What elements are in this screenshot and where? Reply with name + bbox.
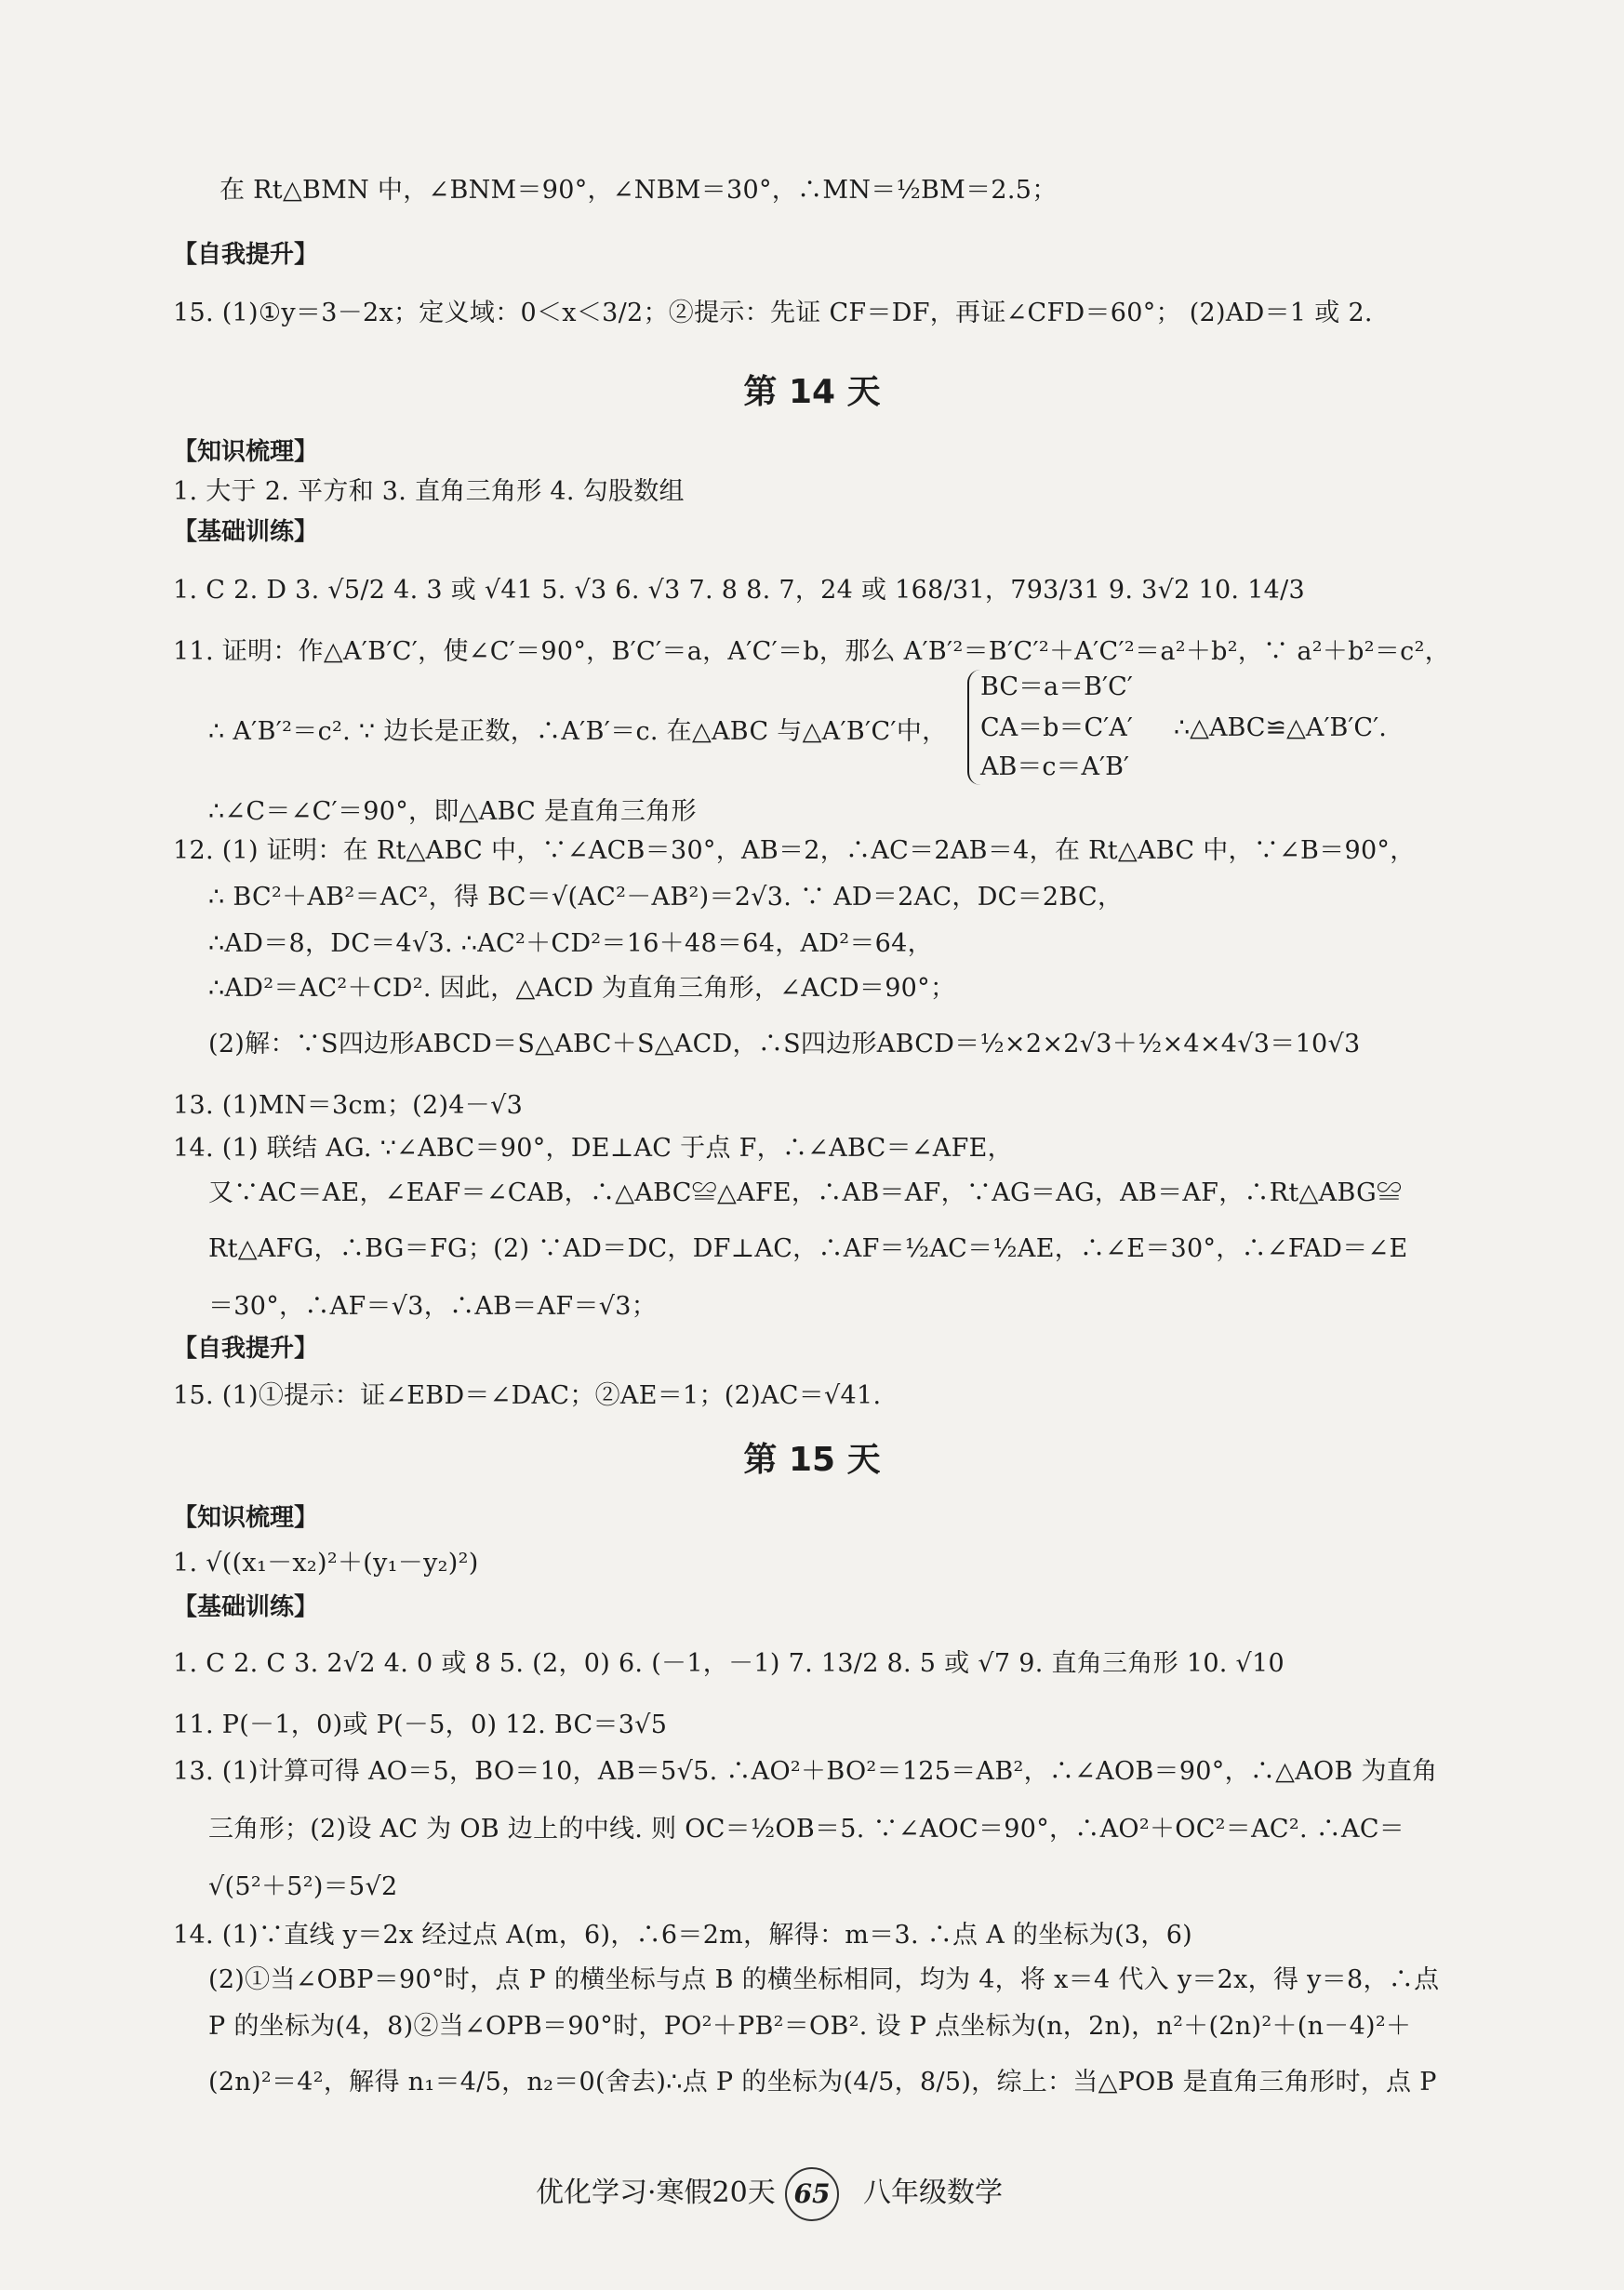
text-line: 12. (1) 证明：在 Rt△ABC 中，∵∠ACB＝30°，AB＝2，∴AC＝2AB＝4，在 Rt△ABC 中，∵∠B＝90°， — [173, 836, 1416, 865]
text-line: 14. (1) 联结 AG. ∵∠ABC＝90°，DE⊥AC 于点 F，∴∠ABC＝∠AFE， — [173, 1134, 1013, 1163]
text-line: Rt△AFG，∴BG＝FG；(2) ∵AD＝DC，DF⊥AC，∴AF＝½AC＝½AE，∴∠E＝30°，∴∠FAD＝∠E — [208, 1234, 1408, 1263]
text-line: 在 Rt△BMN 中，∠BNM＝90°，∠NBM＝30°，∴MN＝½BM＝2.5； — [220, 176, 1058, 205]
text-line: 1. √((x₁－x₂)²＋(y₁－y₂)²) — [173, 1549, 479, 1578]
text-line: 1. C 2. C 3. 2√2 4. 0 或 8 5. (2，0) 6. (－1，－1) 7. 13/2 8. 5 或 √7 9. 直角三角形 10. √10 — [173, 1649, 1285, 1678]
text-line: 11. P(－1，0)或 P(－5，0) 12. BC＝3√5 — [173, 1711, 668, 1739]
footer-grade: 八年级数学 — [863, 2177, 1003, 2209]
text-line: ∴△ABC≌△A′B′C′. — [1174, 713, 1387, 742]
text-line: ∴∠C＝∠C′＝90°，即△ABC 是直角三角形 — [208, 797, 697, 826]
text-line: ∴AD＝8，DC＝4√3. ∴AC²＋CD²＝16＋48＝64，AD²＝64， — [208, 929, 933, 958]
text-line: ∴ A′B′²＝c². ∵ 边长是正数，∴A′B′＝c. 在△ABC 与△A′B′C′中， — [208, 717, 948, 746]
text-line: 14. (1)∵直线 y＝2x 经过点 A(m，6)，∴6＝2m，解得：m＝3. ∴点 A 的坐标为(3，6) — [173, 1921, 1193, 1950]
section-label: 【基础训练】 — [173, 1593, 319, 1621]
section-label: 【自我提升】 — [173, 1335, 319, 1363]
section-label: 【知识梳理】 — [173, 438, 319, 466]
text-line: 13. (1)MN＝3cm；(2)4－√3 — [173, 1091, 524, 1120]
text-line: √(5²＋5²)＝5√2 — [208, 1872, 398, 1901]
text-line: 三角形；(2)设 AC 为 OB 边上的中线. 则 OC＝½OB＝5. ∵∠AOC＝90°，∴AO²＋OC²＝AC². ∴AC＝ — [208, 1815, 1405, 1844]
text-line: (2)①当∠OBP＝90°时，点 P 的横坐标与点 B 的横坐标相同，均为 4，将 x＝4 代入 y＝2x，得 y＝8，∴点 — [208, 1965, 1440, 1994]
brace-row: BC＝a＝B′C′ — [980, 672, 1133, 701]
brace-row: CA＝b＝C′A′ — [980, 713, 1133, 742]
text-line: P 的坐标为(4，8)②当∠OPB＝90°时，PO²＋PB²＝OB². 设 P 点坐标为(n，2n)，n²＋(2n)²＋(n－4)²＋ — [208, 2012, 1412, 2041]
text-line: 1. C 2. D 3. √5/2 4. 3 或 √41 5. √3 6. √3 7. 8 8. 7，24 或 168/31，793/31 9. 3√2 10. 14/3 — [173, 576, 1306, 605]
text-line: 又∵AC＝AE，∠EAF＝∠CAB，∴△ABC≌△AFE，∴AB＝AF，∵AG＝AG，AB＝AF，∴Rt△ABG≌ — [208, 1178, 1403, 1207]
day-title: 第 14 天 — [743, 373, 881, 411]
section-label: 【基础训练】 — [173, 518, 319, 546]
brace — [967, 670, 980, 785]
text-line: 11. 证明：作△A′B′C′，使∠C′＝90°，B′C′＝a，A′C′＝b，那么 A′B′²＝B′C′²＋A′C′²＝a²＋b²，∵ a²＋b²＝c²， — [173, 637, 1451, 666]
text-line: 15. (1)①y＝3－2x；定义域：0＜x＜3/2；②提示：先证 CF＝DF，再证∠CFD＝60°； (2)AD＝1 或 2. — [173, 299, 1373, 327]
section-label: 【自我提升】 — [173, 241, 319, 269]
text-line: 13. (1)计算可得 AO＝5，BO＝10，AB＝5√5. ∴AO²＋BO²＝125＝AB²，∴∠AOB＝90°，∴△AOB 为直角 — [173, 1757, 1438, 1786]
brace-row: AB＝c＝A′B′ — [980, 752, 1130, 781]
day-title: 第 15 天 — [743, 1441, 881, 1479]
text-line: (2)解：∵S四边形ABCD＝S△ABC＋S△ACD，∴S四边形ABCD＝½×2×2√3＋½×4×4√3＝10√3 — [208, 1030, 1361, 1058]
text-line: 1. 大于 2. 平方和 3. 直角三角形 4. 勾股数组 — [173, 477, 685, 506]
text-line: ＝30°，∴AF＝√3，∴AB＝AF＝√3； — [208, 1292, 658, 1321]
text-line: ∴AD²＝AC²＋CD². 因此，△ACD 为直角三角形，∠ACD＝90°； — [208, 974, 956, 1003]
section-label: 【知识梳理】 — [173, 1504, 319, 1532]
text-line: (2n)²＝4²，解得 n₁＝4/5，n₂＝0(舍去)∴点 P 的坐标为(4/5，8/5)，综上：当△POB 是直角三角形时，点 P — [208, 2068, 1437, 2097]
page-number: 65 — [785, 2167, 839, 2221]
footer-book-title: 优化学习·寒假20天 — [536, 2177, 776, 2209]
text-line: 15. (1)①提示：证∠EBD＝∠DAC；②AE＝1；(2)AC＝√41. — [173, 1381, 882, 1410]
text-line: ∴ BC²＋AB²＝AC²，得 BC＝√(AC²－AB²)＝2√3. ∵ AD＝2AC，DC＝2BC， — [208, 883, 1124, 912]
